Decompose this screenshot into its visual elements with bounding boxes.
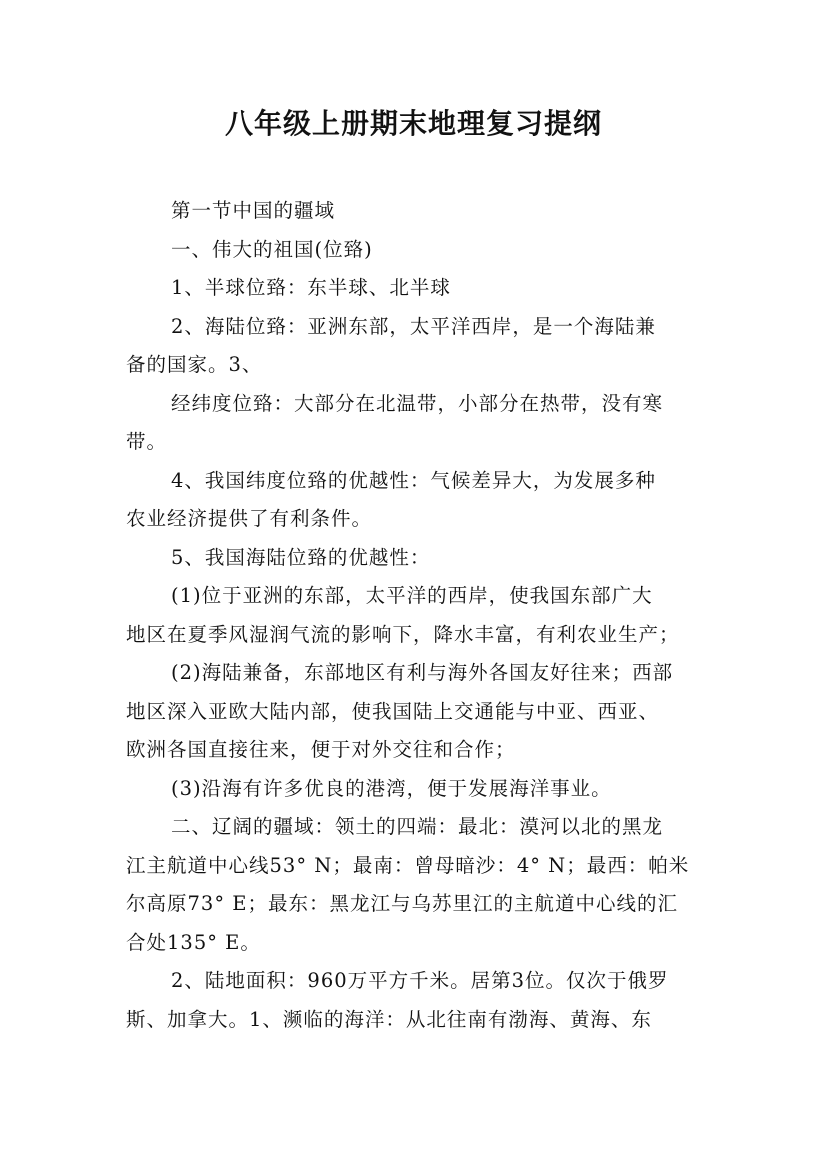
text-line: (3)沿海有许多优良的港湾，便于发展海洋事业。	[171, 776, 612, 800]
text-line: 2、海陆位臵：亚洲东部，太平洋西岸，是一个海陆兼	[171, 314, 656, 338]
document-body	[126, 192, 726, 1039]
text-line: 地区深入亚欧大陆内部，使我国陆上交通能与中亚、西亚、	[126, 699, 660, 723]
text-line: 1、半球位臵：东半球、北半球	[171, 276, 451, 299]
text-line: 5、我国海陆位臵的优越性：	[171, 545, 431, 569]
text-line: 4、我国纬度位臵的优越性：气候差异大，为发展多种	[171, 468, 656, 492]
page-title: 八年级上册期末地理复习提纲	[224, 107, 602, 140]
text-line: 2、陆地面积：960万平方千米。居第3位。仅次于俄罗	[171, 969, 669, 992]
text-line: 斯、加拿大。1、濒临的海洋：从北往南有渤海、黄海、东	[126, 1007, 652, 1031]
text-line: 经纬度位臵：大部分在北温带，小部分在热带，没有寒	[171, 391, 664, 415]
text-line: 备的国家。3、	[126, 353, 263, 376]
text-line: 江主航道中心线53° N；最南：曾母暗沙：4° N；最西：帕米	[126, 853, 690, 877]
text-line: 合处135° E。	[126, 930, 261, 954]
text-line: 尔高原73° E；最东：黑龙江与乌苏里江的主航道中心线的汇	[126, 892, 678, 915]
text-line: 地区在夏季风湿润气流的影响下，降水丰富，有利农业生产；	[126, 622, 680, 646]
text-line: (1)位于亚洲的东部，太平洋的西岸，使我国东部广大	[171, 584, 653, 607]
text-line: (2)海陆兼备，东部地区有利与海外各国友好往来；西部	[171, 661, 674, 684]
text-line: 欧洲各国直接往来，便于对外交往和合作；	[126, 738, 516, 761]
text-line: 带。	[126, 430, 168, 453]
text-line: 二、辽阔的疆域：领土的四端：最北：漠河以北的黑龙	[171, 815, 664, 838]
text-line: 一、伟大的祖国(位臵)	[171, 237, 373, 261]
text-line: 第一节中国的疆域	[171, 199, 336, 222]
text-line: 农业经济提供了有利条件。	[126, 507, 373, 530]
